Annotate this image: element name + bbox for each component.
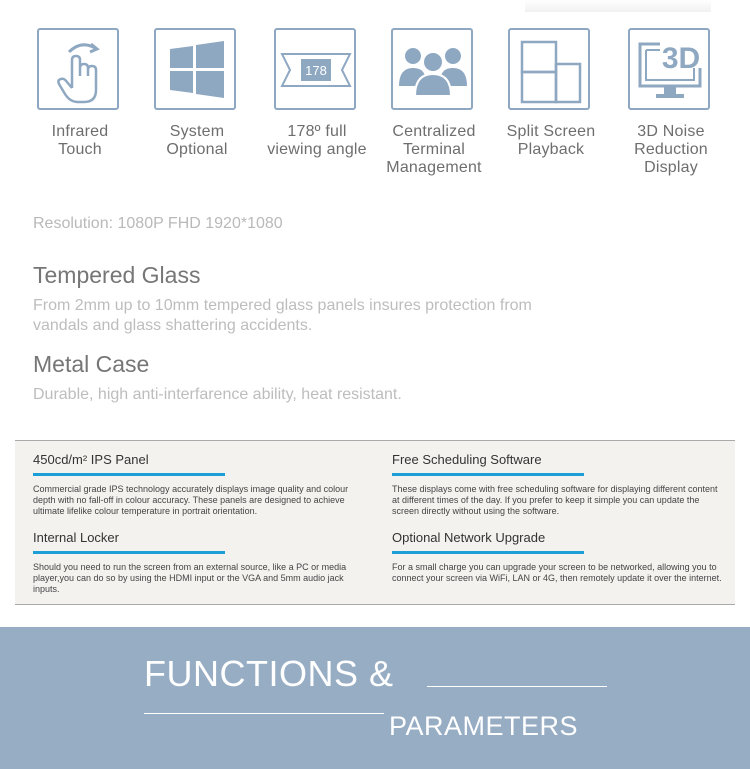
banner-rule-bottom xyxy=(144,713,384,714)
panel-item-internal-locker xyxy=(33,530,365,595)
feature-label: Split Screen Playback xyxy=(506,123,596,158)
banner-line-2: PARAMETERS xyxy=(389,711,579,741)
panel-item-title: Internal Locker xyxy=(33,530,119,545)
functions-parameters-banner xyxy=(0,627,750,769)
tempered-glass-title: Tempered Glass xyxy=(33,262,201,288)
panel-item-text: Should you need to run the screen from an external source, like a PC or media player,you can do so by using the HDMI input or the VGA and 5mm audio jack inputs. xyxy=(33,562,347,594)
accent-bar xyxy=(392,551,584,554)
panel-item-ips-panel xyxy=(33,452,365,517)
feature-label: 178º full viewing angle xyxy=(267,123,367,158)
feature-label: System Optional xyxy=(166,123,228,158)
panel-item-network-upgrade xyxy=(392,530,724,584)
3d-text: 3D xyxy=(661,42,701,75)
feature-label: 3D Noise Reduction Display xyxy=(634,123,708,176)
resolution-spec: Resolution: 1080P FHD 1920*1080 xyxy=(33,215,283,232)
accent-bar xyxy=(33,473,225,476)
metal-case-title: Metal Case xyxy=(33,351,150,377)
feature-label: Centralized Terminal Management xyxy=(386,123,482,176)
tempered-glass-text: From 2mm up to 10mm tempered glass panels insures protection from vandals and glass shattering accidents. xyxy=(33,297,532,334)
feature-label: Infrared Touch xyxy=(51,123,109,158)
banner-rule-top xyxy=(427,686,607,687)
windows-icon xyxy=(154,28,236,110)
banner-line-1: FUNCTIONS & xyxy=(144,653,394,694)
infrared-touch-icon xyxy=(37,28,119,110)
panel-item-title: 450cd/m² IPS Panel xyxy=(33,452,149,467)
panel-item-text: Commercial grade IPS technology accurately displays image quality and colour depth with no fall-off in colour accuracy. These panels are designed to achieve ultimate lifelike colour temperature in portrait orientation. xyxy=(33,484,349,516)
panel-item-text: These displays come with free scheduling software for displaying different content at different times of the day. If you prefer to keep it simple you can update the screen directly without using the software. xyxy=(392,484,718,516)
panel-item-scheduling xyxy=(392,452,724,517)
panel-item-title: Optional Network Upgrade xyxy=(392,530,546,545)
features-panel xyxy=(15,440,735,605)
feature-icons-row xyxy=(0,28,750,188)
panel-item-text: For a small charge you can upgrade your screen to be networked, allowing you to connect your screen via WiFi, LAN or 4G, then remotely update it over the internet. xyxy=(392,562,722,583)
metal-case-text: Durable, high anti-interfarence ability, heat resistant. xyxy=(33,386,402,403)
accent-bar xyxy=(392,473,584,476)
top-strip xyxy=(525,0,711,12)
split-screen-icon xyxy=(508,28,590,110)
panel-item-title: Free Scheduling Software xyxy=(392,452,542,467)
viewing-angle-value: 178 xyxy=(305,63,327,78)
people-group-icon xyxy=(391,28,473,110)
3d-monitor-icon xyxy=(628,28,710,110)
accent-bar xyxy=(33,551,225,554)
viewing-angle-icon xyxy=(274,28,356,110)
